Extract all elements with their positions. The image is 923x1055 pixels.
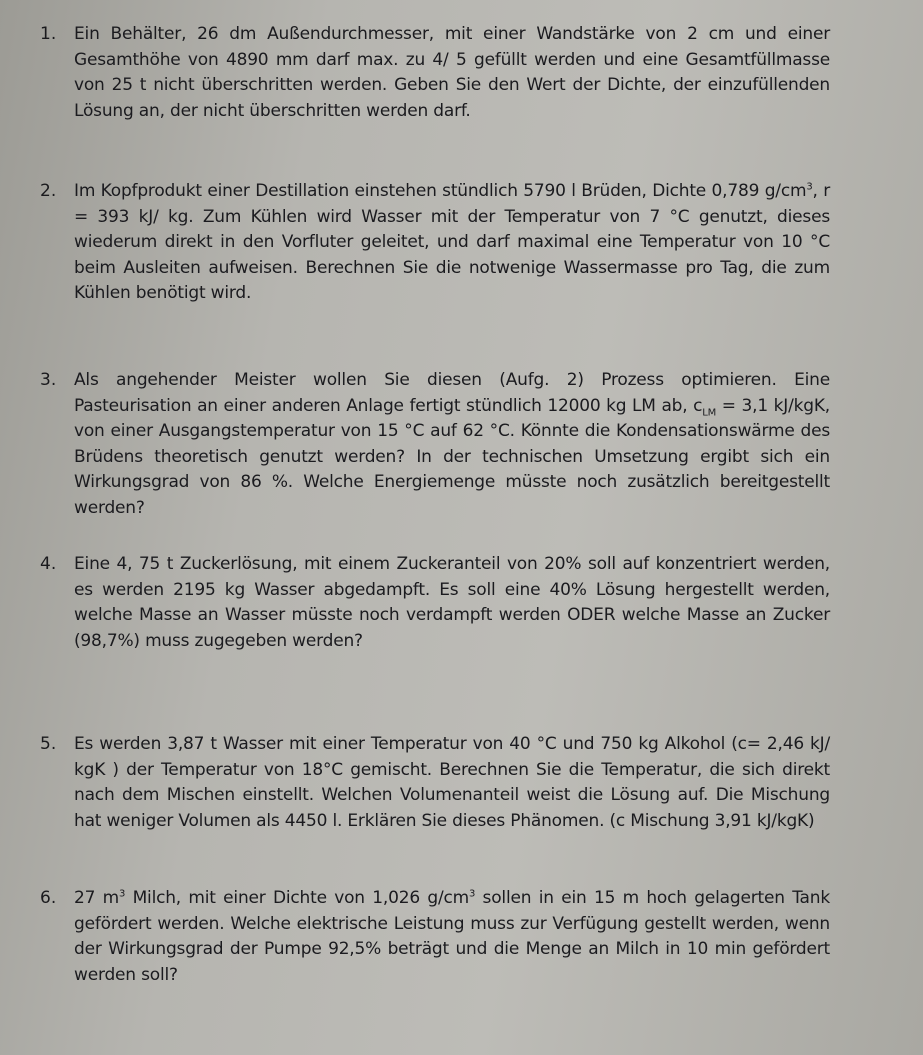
- task-text-part: , r = 393 kJ/ kg. Zum Kühlen wird Wasser mit der Temperatur von 7 °C genutzt, dieses wiederum direkt in den Vorfluter geleitet, und darf maximal eine Temperatur von 10 °C beim Ausleiten aufweisen. Berechnen Sie die notwenige Wassermasse pro Tag, die zum Kühlen benötigt wird.: [74, 181, 830, 303]
- superscript: 3: [468, 888, 476, 900]
- task-number: 1.: [40, 24, 57, 44]
- task-text-part: = 3,1 kJ/kgK, von einer Ausgangstemperatur von 15 °C auf 62 °C. Könnte die Kondensationswärme des Brüdens theoretisch genutzt werden? In der technischen Umsetzung ergibt sich ein Wirkungsgrad von 86 %. Welche Energiemenge müsste noch zusätzlich bereitgestellt werden?: [74, 395, 831, 518]
- task-5: [40, 732, 830, 834]
- task-2: [40, 179, 830, 307]
- task-text-part: Milch, mit einer Dichte von 1,026 g/cm: [125, 888, 469, 908]
- task-text: [74, 368, 830, 521]
- superscript: 3: [119, 888, 126, 900]
- task-number: 5.: [40, 734, 57, 754]
- task-text: Ein Behälter, 26 dm Außendurchmesser, mit einer Wandstärke von 2 cm und einer Gesamthöhe von 4890 mm darf max. zu 4/ 5 gefüllt werden und eine Gesamtfüllmasse von 25 t nicht überschritten werden. Geben Sie den Wert der Dichte, der einzufüllenden Lösung an, der nicht überschritten werden darf.: [74, 24, 830, 121]
- task-text-part: Als angehender Meister wollen Sie diesen (Aufg. 2) Prozess optimieren. Eine Pasteurisation an einer anderen Anlage fertigt stündlich 12000 kg LM ab, c: [74, 370, 830, 416]
- task-text: Eine 4, 75 t Zuckerlösung, mit einem Zuckeranteil von 20% soll auf konzentriert werden, es werden 2195 kg Wasser abgedampft. Es soll eine 40% Lösung hergestellt werden, welche Masse an Wasser müsste noch verdampft werden ODER welche Masse an Zucker (98,7%) muss zugegeben werden?: [74, 554, 830, 651]
- task-number: 2.: [40, 181, 57, 201]
- task-4: [40, 552, 830, 654]
- task-1: [40, 22, 830, 124]
- task-number: 6.: [40, 888, 57, 908]
- task-text-part: 27 m: [74, 888, 119, 908]
- task-text-part: sollen in ein 15 m hoch gelagerten Tank gefördert werden. Welche elektrische Leistung muss zur Verfügung gestellt werden, wenn der Wirkungsgrad der Pumpe 92,5% beträgt und die Menge an Milch in 10 min gefördert werden soll?: [74, 888, 830, 985]
- task-text: [74, 179, 830, 307]
- superscript: 3: [806, 181, 813, 193]
- task-text-part: Im Kopfprodukt einer Destillation einstehen stündlich 5790 l Brüden, Dichte 0,789 g/cm: [74, 181, 807, 201]
- task-text: Es werden 3,87 t Wasser mit einer Temperatur von 40 °C und 750 kg Alkohol (c= 2,46 kJ/ kgK ) der Temperatur von 18°C gemischt. Berechnen Sie die Temperatur, die sich direkt nach dem Mischen einstellt. Welchen Volumenanteil weist die Lösung auf. Die Mischung hat weniger Volumen als 4450 l. Erklären Sie dieses Phänomen. (c Mischung 3,91 kJ/kgK): [74, 734, 830, 831]
- task-number: 4.: [40, 554, 57, 574]
- task-6: [40, 886, 830, 988]
- task-text: [74, 886, 830, 988]
- subscript: LM: [702, 406, 717, 418]
- task-3: [40, 368, 830, 521]
- task-number: 3.: [40, 370, 57, 390]
